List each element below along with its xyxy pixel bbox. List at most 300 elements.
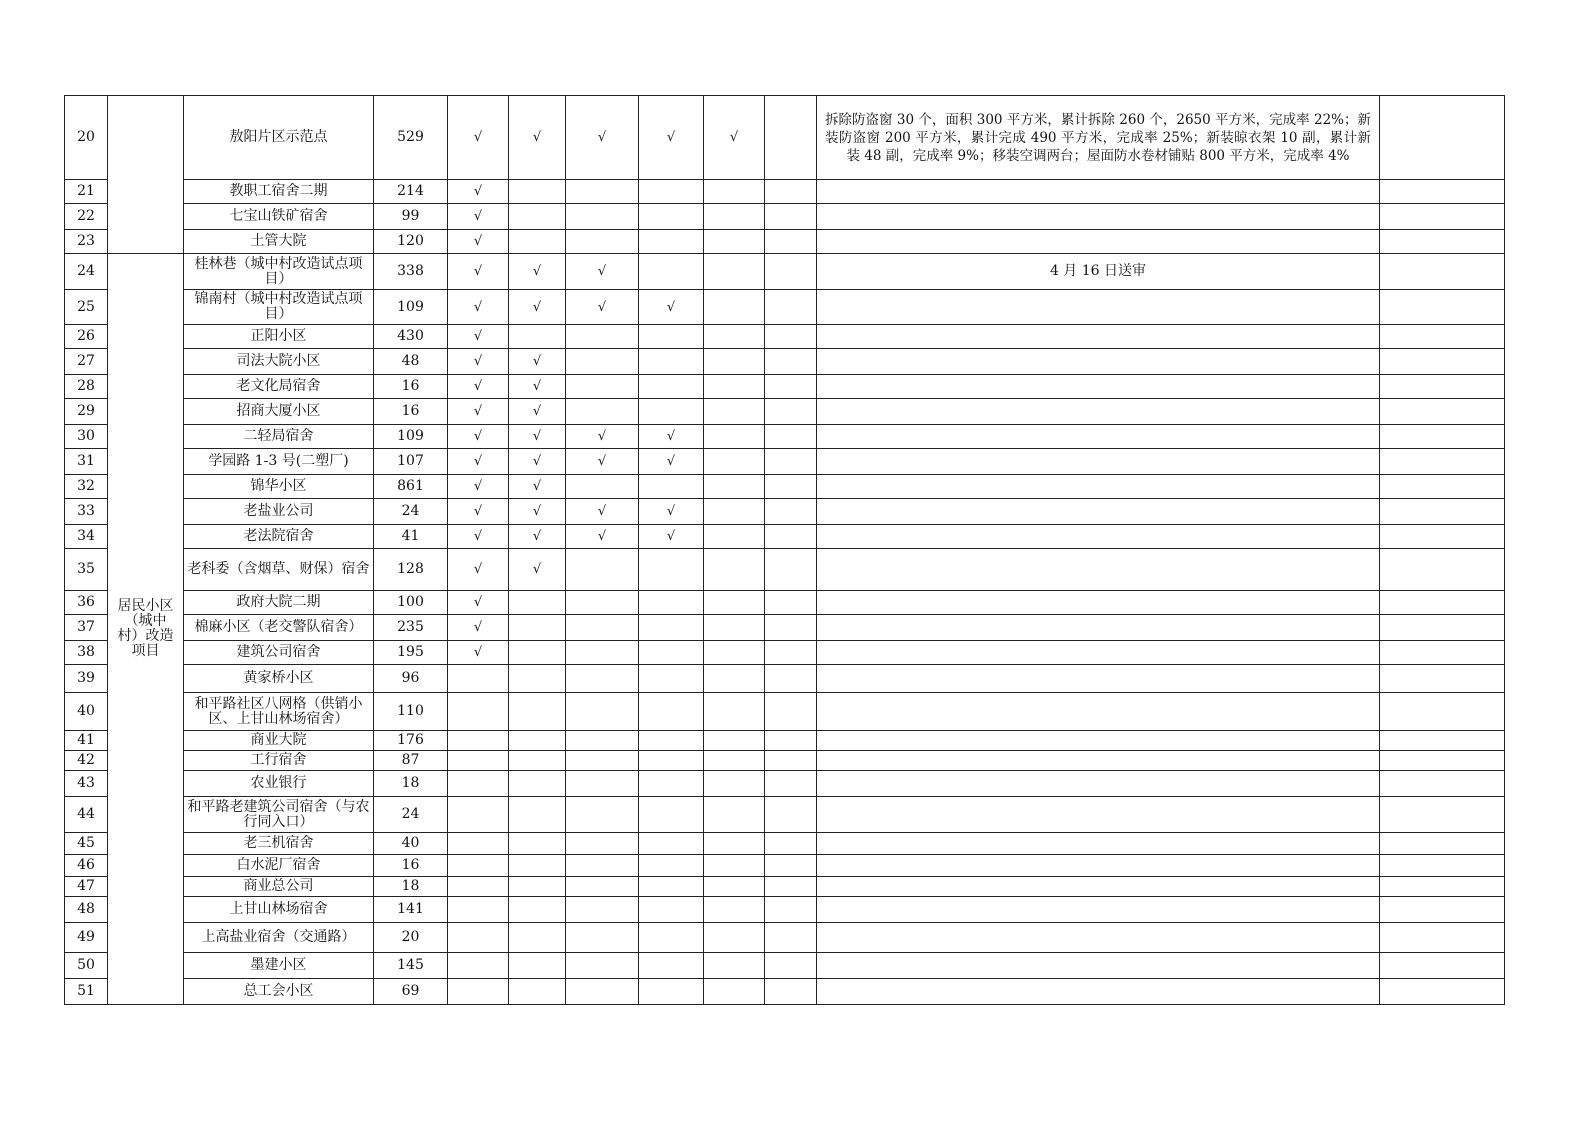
remarks-cell: [1380, 833, 1505, 855]
stage-check-cell: √: [566, 96, 639, 180]
stage-check-cell: [509, 180, 566, 204]
stage-check-cell: [566, 797, 639, 833]
stage-check-cell: [704, 375, 765, 399]
stage-check-cell: [509, 953, 566, 979]
stage-check-cell: [509, 771, 566, 797]
households-cell: 87: [374, 751, 448, 771]
stage-check-cell: [448, 877, 509, 897]
project-name-cell: 上甘山林场宿舍: [184, 897, 374, 923]
remarks-cell: [1380, 180, 1505, 204]
households-cell: 110: [374, 693, 448, 731]
stage-check-cell: [448, 751, 509, 771]
row-number-cell: 35: [65, 549, 108, 591]
stage-check-cell: [639, 751, 704, 771]
row-number-cell: 39: [65, 665, 108, 693]
households-cell: 99: [374, 204, 448, 230]
row-number-cell: 24: [65, 254, 108, 290]
stage-check-cell: [704, 923, 765, 953]
project-name-cell: 商业大院: [184, 731, 374, 751]
households-cell: 69: [374, 979, 448, 1005]
remarks-cell: [1380, 375, 1505, 399]
stage-check-cell: [765, 665, 817, 693]
stage-check-cell: [639, 254, 704, 290]
progress-note-cell: [817, 549, 1380, 591]
progress-note-cell: [817, 499, 1380, 525]
project-name-cell: 正阳小区: [184, 325, 374, 349]
row-number-cell: 44: [65, 797, 108, 833]
row-number-cell: 33: [65, 499, 108, 525]
stage-check-cell: √: [509, 399, 566, 425]
stage-check-cell: √: [566, 425, 639, 449]
stage-check-cell: [448, 693, 509, 731]
project-name-cell: 锦南村（城中村改造试点项目）: [184, 290, 374, 325]
stage-check-cell: √: [509, 499, 566, 525]
progress-note-cell: [817, 953, 1380, 979]
row-number-cell: 20: [65, 96, 108, 180]
stage-check-cell: [509, 979, 566, 1005]
stage-check-cell: [765, 877, 817, 897]
remarks-cell: [1380, 230, 1505, 254]
households-cell: 24: [374, 797, 448, 833]
stage-check-cell: [509, 230, 566, 254]
project-name-cell: 教职工宿舍二期: [184, 180, 374, 204]
stage-check-cell: √: [448, 204, 509, 230]
stage-check-cell: [639, 180, 704, 204]
table-row: [65, 731, 1505, 751]
stage-check-cell: [765, 499, 817, 525]
stage-check-cell: [448, 897, 509, 923]
remarks-cell: [1380, 475, 1505, 499]
stage-check-cell: [639, 979, 704, 1005]
stage-check-cell: [704, 204, 765, 230]
stage-check-cell: √: [566, 499, 639, 525]
row-number-cell: 42: [65, 751, 108, 771]
table-row: [65, 641, 1505, 665]
stage-check-cell: √: [704, 96, 765, 180]
stage-check-cell: [704, 325, 765, 349]
households-cell: 18: [374, 771, 448, 797]
progress-note-cell: [817, 449, 1380, 475]
remarks-cell: [1380, 449, 1505, 475]
project-name-cell: 白水泥厂宿舍: [184, 855, 374, 877]
remarks-cell: [1380, 693, 1505, 731]
stage-check-cell: √: [639, 449, 704, 475]
households-cell: 48: [374, 349, 448, 375]
project-name-cell: 七宝山铁矿宿舍: [184, 204, 374, 230]
stage-check-cell: [509, 877, 566, 897]
remarks-cell: [1380, 325, 1505, 349]
remarks-cell: [1380, 641, 1505, 665]
households-cell: 430: [374, 325, 448, 349]
stage-check-cell: √: [448, 591, 509, 615]
progress-note-cell: [817, 923, 1380, 953]
project-name-cell: 上高盐业宿舍（交通路）: [184, 923, 374, 953]
stage-check-cell: [704, 979, 765, 1005]
stage-check-cell: √: [448, 641, 509, 665]
stage-check-cell: √: [509, 290, 566, 325]
project-name-cell: 司法大院小区: [184, 349, 374, 375]
table-row: [65, 449, 1505, 475]
stage-check-cell: [566, 375, 639, 399]
row-number-cell: 51: [65, 979, 108, 1005]
progress-note-cell: [817, 230, 1380, 254]
progress-note-cell: [817, 731, 1380, 751]
stage-check-cell: √: [509, 549, 566, 591]
row-number-cell: 22: [65, 204, 108, 230]
remarks-cell: [1380, 665, 1505, 693]
stage-check-cell: [765, 375, 817, 399]
stage-check-cell: [704, 953, 765, 979]
stage-check-cell: [566, 953, 639, 979]
project-name-cell: 和平路老建筑公司宿舍（与农行同入口）: [184, 797, 374, 833]
project-name-cell: 总工会小区: [184, 979, 374, 1005]
stage-check-cell: [765, 254, 817, 290]
stage-check-cell: [765, 731, 817, 751]
households-cell: 235: [374, 615, 448, 641]
progress-note-cell: [817, 290, 1380, 325]
stage-check-cell: [704, 615, 765, 641]
stage-check-cell: √: [639, 425, 704, 449]
stage-check-cell: [765, 615, 817, 641]
project-name-cell: 老法院宿舍: [184, 525, 374, 549]
table-row: [65, 180, 1505, 204]
stage-check-cell: √: [448, 425, 509, 449]
remarks-cell: [1380, 499, 1505, 525]
stage-check-cell: [566, 979, 639, 1005]
table-row: [65, 230, 1505, 254]
stage-check-cell: √: [509, 449, 566, 475]
remarks-cell: [1380, 855, 1505, 877]
stage-check-cell: [639, 897, 704, 923]
remarks-cell: [1380, 204, 1505, 230]
progress-note-cell: [817, 375, 1380, 399]
table-row: [65, 349, 1505, 375]
row-number-cell: 27: [65, 349, 108, 375]
row-number-cell: 45: [65, 833, 108, 855]
table-row: [65, 499, 1505, 525]
households-cell: 128: [374, 549, 448, 591]
households-cell: 16: [374, 855, 448, 877]
table-row: [65, 375, 1505, 399]
stage-check-cell: [639, 549, 704, 591]
stage-check-cell: √: [509, 425, 566, 449]
stage-check-cell: √: [448, 449, 509, 475]
stage-check-cell: [566, 641, 639, 665]
progress-note-cell: [817, 877, 1380, 897]
project-name-cell: 工行宿舍: [184, 751, 374, 771]
stage-check-cell: [509, 665, 566, 693]
table-row: [65, 797, 1505, 833]
row-number-cell: 38: [65, 641, 108, 665]
remarks-cell: [1380, 771, 1505, 797]
stage-check-cell: √: [639, 499, 704, 525]
remarks-cell: [1380, 615, 1505, 641]
stage-check-cell: √: [448, 349, 509, 375]
stage-check-cell: [639, 771, 704, 797]
stage-check-cell: [704, 877, 765, 897]
project-name-cell: 棉麻小区（老交警队宿舍）: [184, 615, 374, 641]
households-cell: 16: [374, 399, 448, 425]
table-row: [65, 425, 1505, 449]
households-cell: 861: [374, 475, 448, 499]
progress-note-cell: [817, 399, 1380, 425]
stage-check-cell: [765, 979, 817, 1005]
project-name-cell: 桂林巷（城中村改造试点项目）: [184, 254, 374, 290]
row-number-cell: 41: [65, 731, 108, 751]
row-number-cell: 46: [65, 855, 108, 877]
households-cell: 141: [374, 897, 448, 923]
remarks-cell: [1380, 290, 1505, 325]
row-number-cell: 30: [65, 425, 108, 449]
stage-check-cell: [509, 833, 566, 855]
stage-check-cell: √: [448, 96, 509, 180]
stage-check-cell: [704, 855, 765, 877]
table-row: [65, 877, 1505, 897]
progress-note-cell: [817, 833, 1380, 855]
stage-check-cell: [765, 449, 817, 475]
table-row: [65, 399, 1505, 425]
stage-check-cell: [639, 615, 704, 641]
progress-note-cell: [817, 525, 1380, 549]
stage-check-cell: [639, 855, 704, 877]
table-row: [65, 953, 1505, 979]
stage-check-cell: √: [566, 290, 639, 325]
remarks-cell: [1380, 525, 1505, 549]
stage-check-cell: √: [639, 96, 704, 180]
stage-check-cell: [765, 180, 817, 204]
project-name-cell: 老三机宿舍: [184, 833, 374, 855]
category-cell: 居民小区（城中村）改造项目: [108, 254, 184, 1005]
stage-check-cell: [639, 953, 704, 979]
stage-check-cell: [509, 897, 566, 923]
stage-check-cell: [566, 204, 639, 230]
stage-check-cell: [704, 693, 765, 731]
stage-check-cell: [639, 665, 704, 693]
project-name-cell: 墨建小区: [184, 953, 374, 979]
stage-check-cell: [566, 180, 639, 204]
stage-check-cell: [566, 693, 639, 731]
stage-check-cell: [566, 833, 639, 855]
row-number-cell: 49: [65, 923, 108, 953]
stage-check-cell: [765, 797, 817, 833]
project-name-cell: 学园路 1-3 号(二塑厂): [184, 449, 374, 475]
table-row: [65, 751, 1505, 771]
row-number-cell: 36: [65, 591, 108, 615]
table-row: [65, 525, 1505, 549]
stage-check-cell: [704, 290, 765, 325]
progress-note-cell: [817, 475, 1380, 499]
stage-check-cell: [566, 877, 639, 897]
project-name-cell: 和平路社区八网格（供销小区、上甘山林场宿舍）: [184, 693, 374, 731]
stage-check-cell: [639, 693, 704, 731]
stage-check-cell: [704, 771, 765, 797]
stage-check-cell: [765, 833, 817, 855]
households-cell: 338: [374, 254, 448, 290]
stage-check-cell: [509, 591, 566, 615]
stage-check-cell: [765, 641, 817, 665]
stage-check-cell: [704, 525, 765, 549]
stage-check-cell: [639, 877, 704, 897]
row-number-cell: 50: [65, 953, 108, 979]
stage-check-cell: [765, 549, 817, 591]
project-name-cell: 锦华小区: [184, 475, 374, 499]
table-row: [65, 923, 1505, 953]
households-cell: 41: [374, 525, 448, 549]
table-row: [65, 475, 1505, 499]
stage-check-cell: [704, 475, 765, 499]
stage-check-cell: [448, 833, 509, 855]
stage-check-cell: [639, 591, 704, 615]
stage-check-cell: √: [448, 290, 509, 325]
stage-check-cell: [639, 349, 704, 375]
progress-note-cell: [817, 591, 1380, 615]
project-name-cell: 二轻局宿舍: [184, 425, 374, 449]
stage-check-cell: [704, 549, 765, 591]
stage-check-cell: √: [448, 615, 509, 641]
stage-check-cell: [566, 855, 639, 877]
stage-check-cell: [566, 897, 639, 923]
remarks-cell: [1380, 349, 1505, 375]
row-number-cell: 40: [65, 693, 108, 731]
project-name-cell: 建筑公司宿舍: [184, 641, 374, 665]
stage-check-cell: [448, 923, 509, 953]
households-cell: 107: [374, 449, 448, 475]
stage-check-cell: [509, 693, 566, 731]
row-number-cell: 47: [65, 877, 108, 897]
stage-check-cell: [566, 399, 639, 425]
stage-check-cell: [765, 325, 817, 349]
remarks-cell: [1380, 731, 1505, 751]
remarks-cell: [1380, 96, 1505, 180]
stage-check-cell: [639, 475, 704, 499]
stage-check-cell: [765, 230, 817, 254]
stage-check-cell: [566, 923, 639, 953]
row-number-cell: 28: [65, 375, 108, 399]
stage-check-cell: [639, 923, 704, 953]
row-number-cell: 43: [65, 771, 108, 797]
table-row: [65, 204, 1505, 230]
stage-check-cell: [448, 979, 509, 1005]
progress-note-cell: [817, 180, 1380, 204]
row-number-cell: 48: [65, 897, 108, 923]
households-cell: 109: [374, 425, 448, 449]
table-row: [65, 833, 1505, 855]
stage-check-cell: √: [509, 475, 566, 499]
stage-check-cell: [566, 731, 639, 751]
progress-note-cell: [817, 425, 1380, 449]
stage-check-cell: [765, 751, 817, 771]
row-number-cell: 29: [65, 399, 108, 425]
households-cell: 100: [374, 591, 448, 615]
households-cell: 20: [374, 923, 448, 953]
households-cell: 40: [374, 833, 448, 855]
stage-check-cell: [639, 399, 704, 425]
stage-check-cell: [704, 665, 765, 693]
stage-check-cell: [509, 615, 566, 641]
table-row: [65, 290, 1505, 325]
stage-check-cell: √: [509, 349, 566, 375]
row-number-cell: 26: [65, 325, 108, 349]
project-name-cell: 农业银行: [184, 771, 374, 797]
households-cell: 529: [374, 96, 448, 180]
stage-check-cell: [509, 797, 566, 833]
stage-check-cell: [765, 897, 817, 923]
stage-check-cell: √: [509, 525, 566, 549]
stage-check-cell: [765, 771, 817, 797]
row-number-cell: 37: [65, 615, 108, 641]
stage-check-cell: [704, 731, 765, 751]
progress-note-cell: 拆除防盗窗 30 个，面积 300 平方米，累计拆除 260 个，2650 平方米，完成率 22%；新装防盗窗 200 平方米，累计完成 490 平方米，完成率 25%；新装晾衣架 10 副，累计新装 48 副，完成率 9%；移装空调两台；屋面防水卷材铺贴 800 平方米，完成率 4%: [817, 96, 1380, 180]
stage-check-cell: [765, 525, 817, 549]
stage-check-cell: [639, 375, 704, 399]
progress-note-cell: [817, 897, 1380, 923]
stage-check-cell: [448, 731, 509, 751]
stage-check-cell: [509, 731, 566, 751]
stage-check-cell: [639, 230, 704, 254]
row-number-cell: 25: [65, 290, 108, 325]
stage-check-cell: [765, 204, 817, 230]
stage-check-cell: [704, 180, 765, 204]
households-cell: 24: [374, 499, 448, 525]
row-number-cell: 32: [65, 475, 108, 499]
stage-check-cell: [509, 204, 566, 230]
stage-check-cell: [566, 751, 639, 771]
remarks-cell: [1380, 797, 1505, 833]
progress-note-cell: [817, 665, 1380, 693]
progress-note-cell: [817, 325, 1380, 349]
project-name-cell: 商业总公司: [184, 877, 374, 897]
table-row: [65, 855, 1505, 877]
project-name-cell: 政府大院二期: [184, 591, 374, 615]
households-cell: 16: [374, 375, 448, 399]
stage-check-cell: √: [448, 254, 509, 290]
stage-check-cell: [704, 349, 765, 375]
households-cell: 109: [374, 290, 448, 325]
households-cell: 214: [374, 180, 448, 204]
project-name-cell: 黄家桥小区: [184, 665, 374, 693]
stage-check-cell: [448, 665, 509, 693]
progress-note-cell: [817, 751, 1380, 771]
row-number-cell: 31: [65, 449, 108, 475]
project-name-cell: 招商大厦小区: [184, 399, 374, 425]
stage-check-cell: √: [566, 254, 639, 290]
stage-check-cell: √: [448, 549, 509, 591]
progress-note-cell: [817, 349, 1380, 375]
stage-check-cell: [765, 425, 817, 449]
progress-note-cell: [817, 771, 1380, 797]
stage-check-cell: [639, 797, 704, 833]
stage-check-cell: [765, 96, 817, 180]
stage-check-cell: [448, 797, 509, 833]
stage-check-cell: [704, 641, 765, 665]
stage-check-cell: [509, 855, 566, 877]
table-row: [65, 549, 1505, 591]
stage-check-cell: √: [448, 399, 509, 425]
progress-note-cell: [817, 797, 1380, 833]
households-cell: 195: [374, 641, 448, 665]
table-row: [65, 693, 1505, 731]
remarks-cell: [1380, 591, 1505, 615]
table-row: [65, 254, 1505, 290]
stage-check-cell: √: [448, 180, 509, 204]
stage-check-cell: [704, 425, 765, 449]
project-name-cell: 老盐业公司: [184, 499, 374, 525]
households-cell: 176: [374, 731, 448, 751]
stage-check-cell: [765, 349, 817, 375]
stage-check-cell: [566, 665, 639, 693]
table-row: [65, 96, 1505, 180]
stage-check-cell: [639, 731, 704, 751]
